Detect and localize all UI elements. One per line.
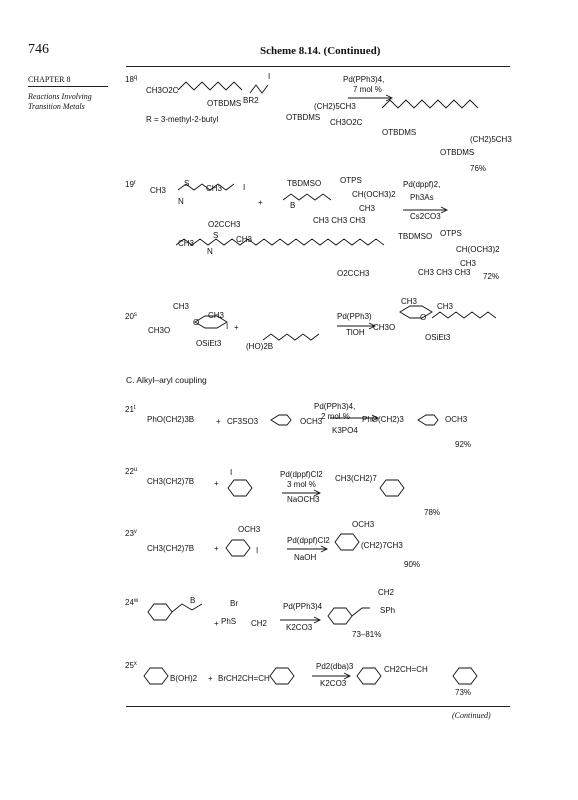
chem-label: CH3O2C [330,118,363,127]
yield-label: 92% [455,440,472,449]
chem-label: N [178,197,184,206]
chem-label: CH3 [236,235,253,244]
chem-label: + [214,544,219,553]
chem-label: (CH2)5CH3 [470,135,512,144]
reagent-label: Pd2(dba)3 [316,662,354,671]
entry-number: 21$^t$ [125,405,136,414]
chem-label: CH3 CH3 CH3 [313,216,366,225]
chem-label: + [208,674,213,683]
chem-label: OCH3 [352,520,375,529]
chem-label: OSiEt3 [196,339,222,348]
chem-label: OTBDMS [382,128,417,137]
chem-label: I [256,546,259,555]
chem-label: CH(OCH3)2 [456,245,500,254]
reagent-label: 2 mol % [321,412,350,421]
section-heading: C. Alkyl–aryl coupling [126,375,207,385]
chapter-label: CHAPTER 8 [28,75,71,84]
chem-label: (CH2)5CH3 [314,102,356,111]
chem-label: CH3 [208,311,225,320]
chem-label: CH3(CH2)7 [335,474,377,483]
chem-label: + [214,619,219,628]
chem-label: R = 3-methyl-2-butyl [146,115,219,124]
chem-label: CH2 [378,588,395,597]
chem-label: CH3O [148,326,171,335]
reagent-label: K3PO4 [332,426,358,435]
reagent-label: Pd(PPh3)4, [314,402,356,411]
chem-label: CH3 [206,184,223,193]
chem-label: CH(OCH3)2 [352,190,396,199]
chem-label: I [243,183,246,192]
reagent-label: TlOH [346,328,365,337]
chem-label: OCH3 [445,415,468,424]
entry-number: 18$^q$ [125,75,138,84]
chem-label: CH3(CH2)7B [147,477,195,486]
chem-label: CH3 [460,259,477,268]
chem-label: OTBDMS [207,99,242,108]
entry-number: 19$^r$ [125,180,136,189]
chem-label: BrCH2CH=CH [218,674,270,683]
chem-label: + [234,323,239,332]
page-number: 746 [28,42,49,57]
chem-label: S [184,179,190,188]
chem-label: I [226,322,229,331]
chem-label: TBDMSO [287,179,322,188]
chem-label: CH3O [373,323,396,332]
chem-label: PhO(CH2)3B [147,415,195,424]
chem-label: OCH3 [300,417,323,426]
chem-label: SPh [380,606,396,615]
chem-label: Br [230,599,238,608]
running-head: Reactions Involving Transition Metals [28,92,92,111]
chem-label: OSiEt3 [425,333,451,342]
chem-label: O2CCH3 [208,220,241,229]
reagent-label: 7 mol % [353,85,382,94]
entry-number: 20$^s$ [125,312,137,321]
reagent-label: Pd(dppf)Cl2 [287,536,330,545]
chem-label: CF3SO3 [227,417,259,426]
yield-label: 73–81% [352,630,382,639]
yield-label: 73% [455,688,472,697]
yield-label: 76% [470,164,487,173]
chem-label: OCH3 [238,525,261,534]
reagent-label: NaOH [294,553,317,562]
reagent-label: Pd(dppf)Cl2 [280,470,323,479]
reagent-label: Ph3As [410,193,434,202]
chem-label: CH3O2C [146,86,179,95]
reagent-label: K2CO3 [320,679,347,688]
chem-label: + [258,198,263,207]
chem-label: N [207,247,213,256]
chem-label: OTBDMS [286,113,321,122]
chem-label: CH3(CH2)7B [147,544,195,553]
chem-label: B [290,201,296,210]
scheme-title: Scheme 8.14. (Continued) [260,45,381,57]
yield-label: 72% [483,272,500,281]
entry-number: 25$^x$ [125,661,137,670]
chem-label: OTBDMS [440,148,475,157]
chem-label: CH3 [359,204,376,213]
chem-label: BR2 [243,96,259,105]
continued-footer: (Continued) [452,711,491,720]
chem-label: (HO)2B [246,342,274,351]
entry-number: 22$^u$ [125,467,138,476]
chem-label: CH2 [251,619,268,628]
chem-label: O2CCH3 [337,269,370,278]
entry-number: 23$^v$ [125,529,137,538]
chem-label: CH3 [173,302,190,311]
chem-label: B(OH)2 [170,674,198,683]
chem-label: TBDMSO [398,232,433,241]
yield-label: 78% [424,508,441,517]
chem-label: CH3 [150,186,167,195]
chem-label: O [420,313,427,322]
chem-label: CH3 [437,302,454,311]
chem-label: OTPS [440,229,462,238]
chem-label: CH2CH=CH [384,665,428,674]
chem-label: OTPS [340,176,362,185]
reagent-label: Pd(PPh3) [337,312,372,321]
chem-label: (CH2)7CH3 [361,541,403,550]
chem-label: CH3 CH3 CH3 [418,268,471,277]
chem-label: CH3 [401,297,418,306]
reagent-label: Pd(dppf)2, [403,180,441,189]
reagent-label: Cs2CO3 [410,212,441,221]
chem-label: O [193,318,200,327]
chem-label: PhS [221,617,237,626]
reagent-label: Pd(PPh3)4, [343,75,385,84]
chem-label: S [213,231,219,240]
reagent-label: K2CO3 [286,623,313,632]
reagent-label: NaOCH3 [287,495,320,504]
entry-number: 24$^w$ [125,598,139,607]
chem-label: I [230,468,233,477]
chem-label: + [214,479,219,488]
yield-label: 90% [404,560,421,569]
chem-label: B [190,596,196,605]
chem-label: CH3 [178,239,195,248]
reagent-label: 3 mol % [287,480,316,489]
chem-label: PhO(CH2)3 [362,415,404,424]
bottom-rule [126,706,510,707]
chem-label: + [216,417,221,426]
chem-label: I [268,72,271,81]
reagent-label: Pd(PPh3)4 [283,602,323,611]
